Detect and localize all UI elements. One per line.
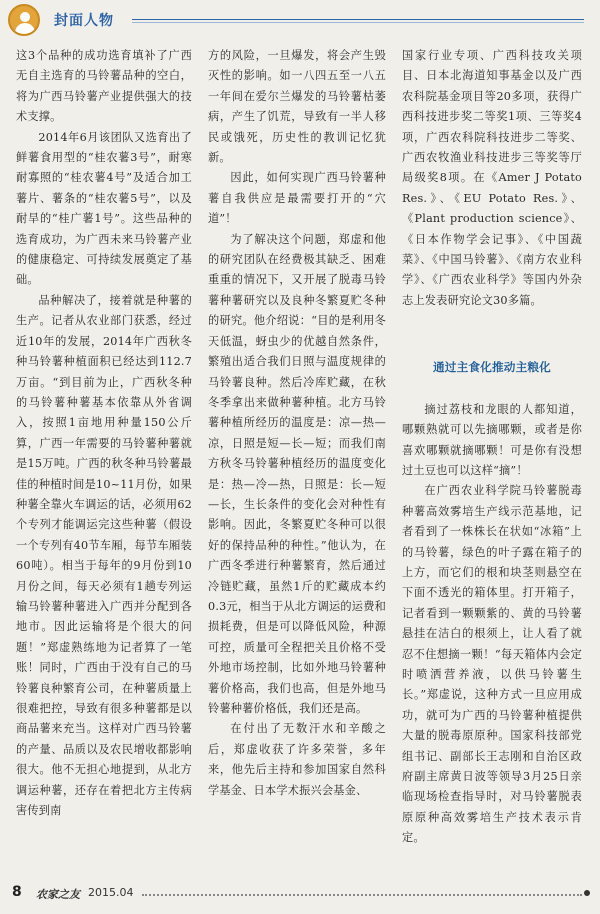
column-2 [208, 46, 386, 872]
section-title: 封面人物 [54, 13, 114, 29]
paragraph: 因此，如何实现广西马铃薯种薯自我供应是最需要打开的“穴道”！ [208, 171, 386, 226]
subheading: 通过主食化推动主粮化 [433, 360, 551, 375]
person-icon [8, 4, 40, 36]
paragraph: 这3个品种的成功选育填补了广西无自主选育的马铃薯品种的空白，将为广西马铃薯产业提供强大的技术支撑。 [16, 49, 192, 124]
paragraph: 品种解决了，接着就是种薯的生产。记者从农业部门获悉，经过近10年的发展，2014年广西秋冬种马铃薯种植面积已经达到112.7万亩。“到目前为止，广西秋冬种的马铃薯种薯基本依靠从外省调入，按照1亩地用种量150公斤算，广西一年需要的马铃薯种薯就是15万吨。广西的秋冬种马铃薯最佳的种植时间是10~11月份，如果种薯全靠火车调运的话，必须用62个专列才能调运完这些种薯（假设一个专列有40节车厢，每节车厢装60吨）。相当于每年的9月份到10月份之间，每天必须有1趟专列运输马铃薯种薯进入广西并分配到各地市。因此运输将是个很大的问题！”郑虚熟练地为记者算了一笔账！同时，广西由于没有自己的马铃薯良种繁育公司，在种薯质量上很难把控，导致有很多种薯都是以商品薯来充当。这样对广西马铃薯的产量、品质以及农民增收都影响很大。他不无担心地提到，从北方调运种薯，还存在着把北方主传病害传到南 [16, 293, 192, 818]
paragraph: 在广西农业科学院马铃薯脱毒种薯高效雾培生产线示范基地，记者看到了一株株长在状如“冰箱”上的马铃薯，绿色的叶子露在箱子的上方，而它们的根和块茎则悬空在下面不透光的箱体里。打开箱子，记者看到一颗颗紫的、黄的马铃薯悬挂在洁白的根须上，让人看了就忍不住想摘一颗！“每天箱体内会定时喷洒营养液，以供马铃薯生长。”郑虚说，这种方式一旦应用成功，就可为广西的马铃薯种植提供大量的脱毒原原种。国家科技部党组书记、副部长王志刚和自治区政府副主席黄日波等领导3月25日亲临现场检查指导时，对马铃薯脱表原原种高效雾培生产技术表示肯定。 [402, 484, 582, 845]
header-rule [132, 19, 584, 20]
page-header [0, 0, 600, 40]
header-rule-secondary [132, 22, 584, 23]
paragraph: 方的风险，一旦爆发，将会产生毁灭性的影响。如一八四五至一八五一年间在爱尔兰爆发的马铃薯枯萎病，产生了饥荒，导致有一半人移民或饿死，历史性的教训记忆犹新。 [208, 49, 386, 165]
paragraph: 2014年6月该团队又选育出了鲜薯食用型的“桂农薯3号”，耐寒耐寡照的“桂农薯4号”及适合加工薯片、薯条的“桂农薯5号”，以及耐旱的“桂广薯1号”。这些品种的选育成功，为广西未来马铃薯产业的健康稳定、可持续发展奠定了基础。 [16, 130, 192, 287]
paragraph: 摘过荔枝和龙眼的人都知道，哪颗熟就可以先摘哪颗，或者是你喜欢哪颗就摘哪颗！可是你有没想过土豆也可以这样“摘”！ [402, 402, 582, 477]
column-1 [16, 46, 192, 872]
end-mark [584, 890, 590, 896]
column-3 [402, 46, 582, 872]
page-number: 8 [12, 884, 22, 900]
page-footer [0, 876, 600, 914]
issue-date: 2015.04 [88, 886, 134, 899]
paragraph: 国家行业专项、广西科技攻关项目、日本北海道知事基金以及广西农科院基金项目等20多项，获得广西科技进步奖二等奖1项、三等奖4项，广西农科院科技进步二等奖、广西农牧渔业科技进步三等奖等厅局级奖8项。在《Amer J Potato Res.》、《EU Potato Res.》、《Plant production science》、《日本作物学会记事》、《中国蔬菜》、《中国马铃薯》、《南方农业科学》、《广西农业科学》等国内外杂志上发表研究论文30多篇。 [402, 49, 582, 307]
footer-dotted-rule [142, 894, 582, 896]
paragraph: 在付出了无数汗水和辛酸之后，郑虚收获了许多荣誉，多年来，他先后主持和参加国家自然科学基金、日本学术振兴会基金、 [208, 722, 386, 797]
magazine-name: 农家之友 [36, 888, 80, 901]
paragraph: 为了解决这个问题，郑虚和他的研究团队在经费极其缺乏、困难重重的情况下，又开展了脱毒马铃薯种薯研究以及良种冬繁夏贮冬种的研究。他介绍说：“目的是利用冬天低温，蚜虫少的优越自然条件，繁殖出适合我们日照与温度规律的马铃薯良种。然后冷库贮藏，在秋冬季拿出来做种薯种植。北方马铃薯种植所经历的温度是：凉—热—凉，日照是短—长—短；而我们南方秋冬马铃薯种植经历的温度变化是：热—冷—热，日照是：长—短—长，生长条件的变化会对种性有影响。因此，冬繁夏贮冬种可以很好的保持品种的种性。”他认为，在广西冬季进行种薯繁育，然后通过冷链贮藏，虽然1斤的贮藏成本约0.3元，相当于从北方调运的运费和损耗费，但是可以降低风险，种源可控，质量可全程把关且价格不受外地市场控制，比如外地马铃薯种薯价格高，我们也高，但是外地马铃薯种薯价格低，我们还是高。 [208, 232, 386, 715]
